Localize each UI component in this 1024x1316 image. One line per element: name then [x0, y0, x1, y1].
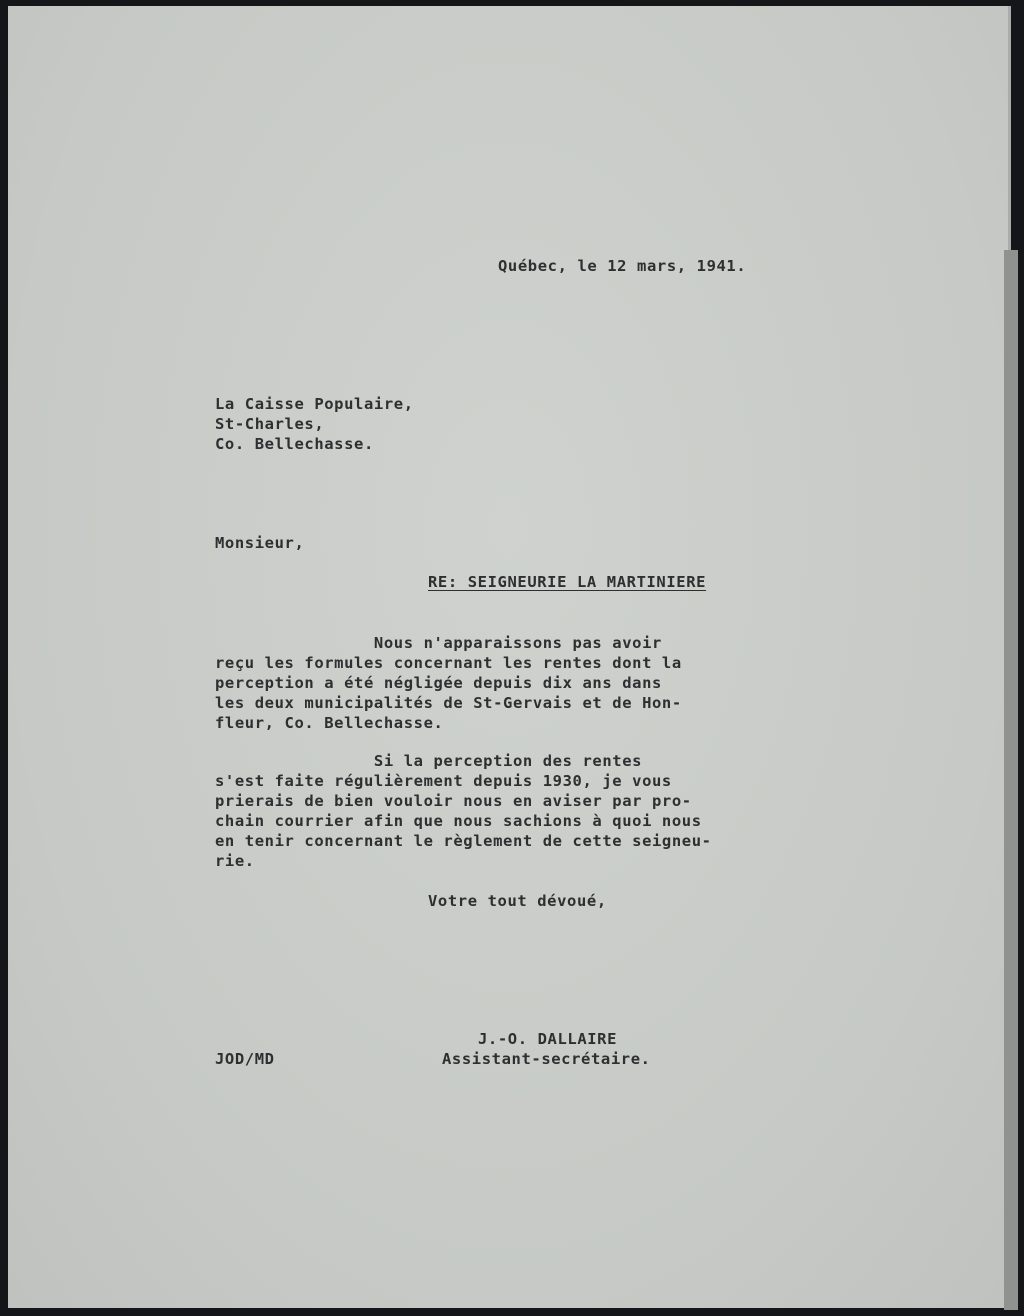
paragraph-line: les deux municipalités de St-Gervais et de Hon-: [215, 694, 682, 712]
date-line: Québec, le 12 mars, 1941.: [498, 257, 747, 275]
body-paragraph-2: [215, 751, 712, 871]
paragraph-line: fleur, Co. Bellechasse.: [215, 714, 444, 732]
page-edge-shadow: [1004, 250, 1018, 1310]
salutation: Monsieur,: [215, 534, 305, 552]
paragraph-line: rie.: [215, 852, 255, 870]
closing: Votre tout dévoué,: [428, 892, 607, 910]
paragraph-line: Si la perception des rentes: [215, 752, 643, 770]
paragraph-line: perception a été négligée depuis dix ans dans: [215, 674, 662, 692]
addressee-line: Co. Bellechasse.: [215, 435, 374, 453]
signer-name: J.-O. DALLAIRE: [478, 1030, 618, 1048]
body-paragraph-1: [215, 633, 682, 733]
addressee-line: La Caisse Populaire,: [215, 395, 414, 413]
addressee-line: St-Charles,: [215, 415, 325, 433]
paragraph-line: chain courrier afin que nous sachions à quoi nous: [215, 812, 702, 830]
signer-title: Assistant-secrétaire.: [442, 1050, 651, 1068]
paragraph-line: en tenir concernant le règlement de cette seigneu-: [215, 832, 712, 850]
reference-initials: JOD/MD: [215, 1050, 275, 1068]
addressee-block: [215, 394, 414, 454]
subject-line: RE: SEIGNEURIE LA MARTINIERE: [428, 573, 707, 591]
paragraph-line: prierais de bien vouloir nous en aviser par pro-: [215, 792, 692, 810]
paragraph-line: reçu les formules concernant les rentes dont la: [215, 654, 682, 672]
paragraph-line: Nous n'apparaissons pas avoir: [215, 634, 662, 652]
paragraph-line: s'est faite régulièrement depuis 1930, je vous: [215, 772, 672, 790]
letter-page: [8, 6, 1011, 1308]
